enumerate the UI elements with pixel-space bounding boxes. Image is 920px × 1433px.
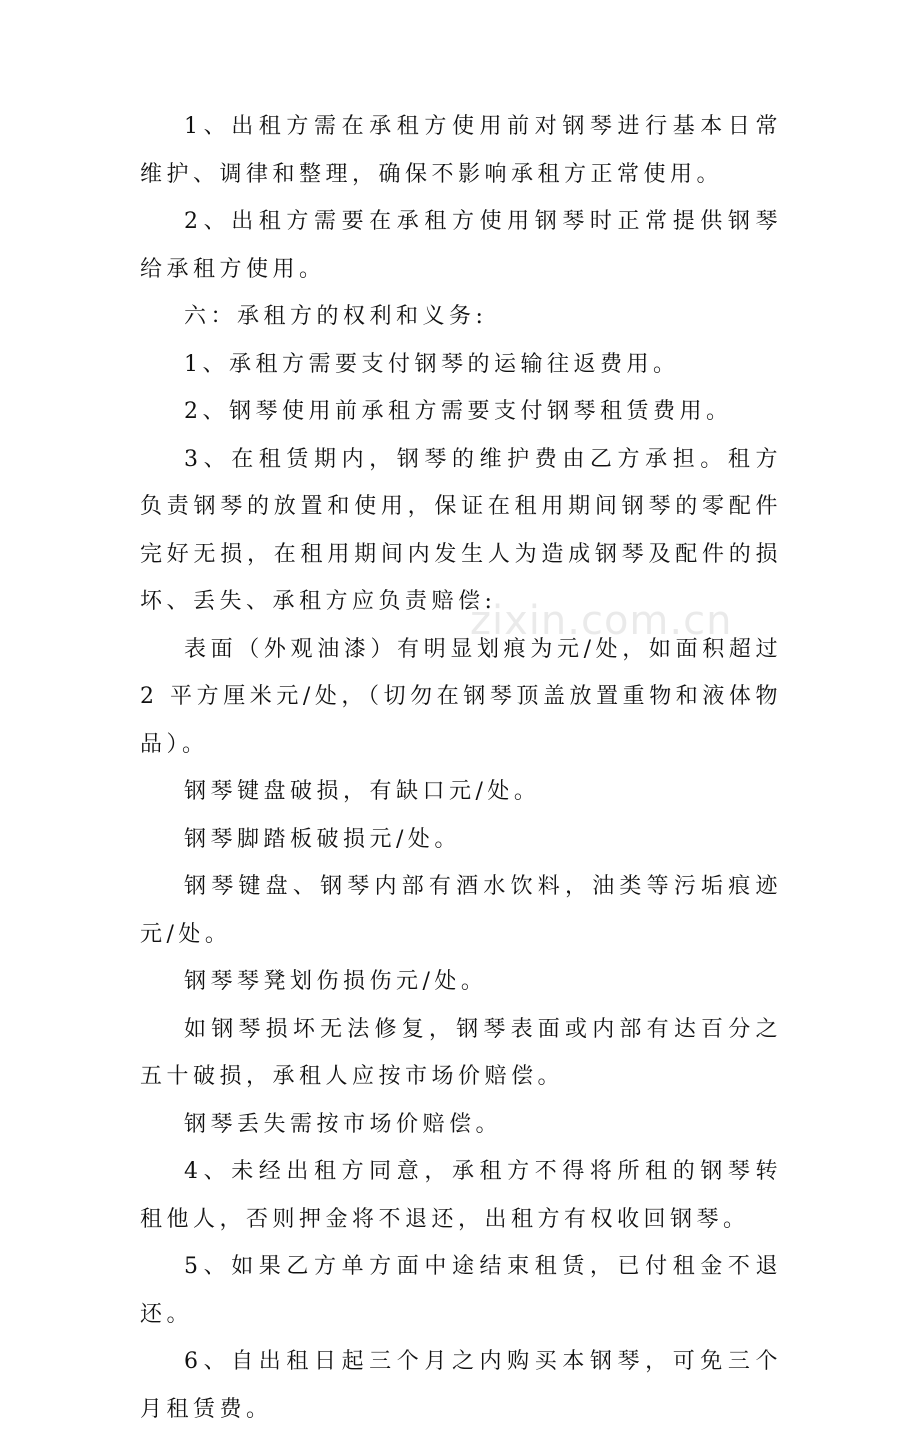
paragraph: 表面（外观油漆）有明显划痕为元/处，如面积超过 2 平方厘米元/处，（切勿在钢琴顶盖放置重物和液体物品）。 xyxy=(140,636,782,757)
paragraph: 钢琴脚踏板破损元/处。 xyxy=(184,826,461,852)
paragraph: 1、出租方需在承租方使用前对钢琴进行基本日常维护、调律和整理，确保不影响承租方正常使用。 xyxy=(140,114,782,187)
paragraph: 钢琴丢失需按市场价赔偿。 xyxy=(184,1111,503,1137)
paragraph: 4、未经出租方同意，承租方不得将所租的钢琴转租他人，否则押金将不退还，出租方有权收回钢琴。 xyxy=(140,1159,782,1232)
paragraph: 1、承租方需要支付钢琴的运输往返费用。 xyxy=(184,351,680,377)
paragraph: 如钢琴损坏无法修复，钢琴表面或内部有达百分之五十破损，承租人应按市场价赔偿。 xyxy=(140,1016,782,1089)
paragraph: 钢琴键盘、钢琴内部有酒水饮料，油类等污垢痕迹元/处。 xyxy=(140,874,782,947)
paragraph: 钢琴琴凳划伤损伤元/处。 xyxy=(184,969,488,994)
paragraph: 5、如果乙方单方面中途结束租赁，已付租金不退还。 xyxy=(140,1254,782,1327)
section-heading: 六：承租方的权利和义务: xyxy=(184,304,488,329)
paragraph: 2、钢琴使用前承租方需要支付钢琴租赁费用。 xyxy=(184,399,733,424)
paragraph: 6、自出租日起三个月之内购买本钢琴，可免三个月租赁费。 xyxy=(140,1349,782,1422)
watermark: zixin.com.cn xyxy=(470,598,733,644)
paragraph: 3、在租赁期内，钢琴的维护费由乙方承担。租方负责钢琴的放置和使用，保证在租用期间钢琴的零配件完好无损，在租用期间内发生人为造成钢琴及配件的损坏、丢失、承租方应负责赔偿: xyxy=(140,446,782,614)
paragraph: 钢琴键盘破损，有缺口元/处。 xyxy=(184,779,541,804)
paragraph: 2、出租方需要在承租方使用钢琴时正常提供钢琴给承租方使用。 xyxy=(140,209,782,282)
